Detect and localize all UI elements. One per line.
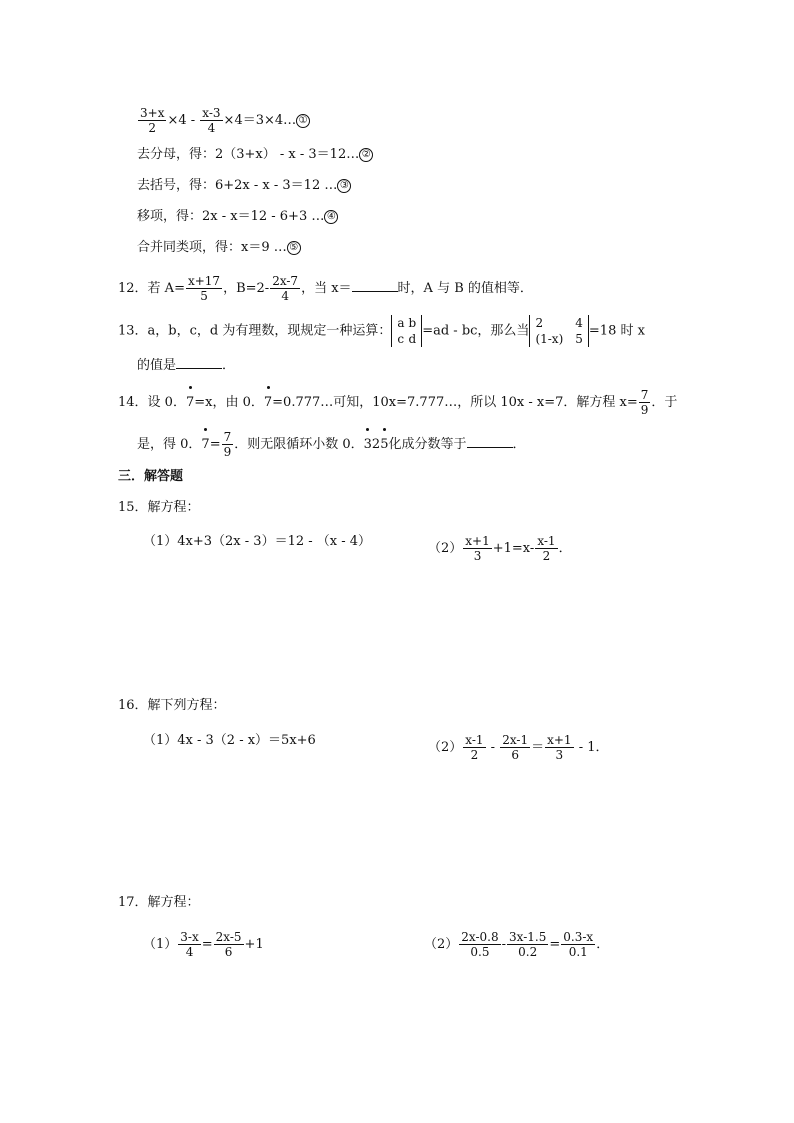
question-14: 14．设 0．7 =x，由 0．7 =0.777…可知，10x=7.777…，所以 10x - x=7．解方程 x= $\frac{7}{9}$ ．于 bbox=[118, 388, 678, 417]
determinant: 2 4 (1-x) 5 bbox=[529, 315, 588, 347]
question-17-title: 17．解方程： bbox=[118, 895, 200, 910]
question-12: 12．若 A= $\frac{x+17}{5}$ ，B=2- $\frac{2x-7}{4}$ ，当 x＝ 时，A 与 B 的值相等． bbox=[118, 274, 533, 303]
step-line-2: 去分母，得：2（3+x） - x - 3＝12… ② bbox=[137, 147, 373, 163]
question-16-part2: （2） $\frac{x-1}{2}$ - $\frac{2x-1}{6}$ ＝ $\frac{x+1}{3}$ - 1． bbox=[428, 733, 609, 762]
section-heading: 三．解答题 bbox=[118, 469, 184, 484]
circled-number: ③ bbox=[337, 179, 351, 193]
step-equation-1: $\frac{3+x}{2}$ ×4 - $\frac{x-3}{4}$ ×4＝3×4… ① bbox=[137, 106, 310, 135]
question-15-part2: （2） $\frac{x+1}{3}$ +1=x- $\frac{x-1}{2}$ ． bbox=[428, 534, 572, 563]
circled-number: ④ bbox=[324, 210, 338, 224]
question-15-part1: （1）4x+3（2x - 3）＝12 - （x - 4） bbox=[143, 534, 372, 549]
fraction: $\frac{x-3}{4}$ bbox=[202, 106, 221, 135]
question-16-part1: （1）4x - 3（2 - x）＝5x+6 bbox=[143, 733, 316, 748]
step-line-3: 去括号，得：6+2x - x - 3＝12 … ③ bbox=[137, 178, 351, 194]
question-17-part1: （1） $\frac{3-x}{4}$ = $\frac{2x-5}{6}$ +1 bbox=[143, 930, 264, 959]
question-13-line2: 的值是 ． bbox=[137, 358, 236, 373]
question-16-title: 16．解下列方程： bbox=[118, 698, 226, 713]
answer-blank bbox=[176, 356, 222, 369]
circled-number: ① bbox=[296, 114, 310, 128]
answer-blank bbox=[467, 435, 513, 448]
step-line-4: 移项，得：2x - x＝12 - 6+3 … ④ bbox=[137, 209, 338, 225]
determinant: a b c d bbox=[391, 315, 422, 347]
question-13: 13．a，b，c，d 为有理数，现规定一种运算： a b c d =ad - bc，那么当 2 4 (1-x) 5 =18 时 x bbox=[118, 316, 645, 346]
question-15-title: 15．解方程： bbox=[118, 500, 200, 515]
circled-number: ⑤ bbox=[287, 241, 301, 255]
question-17-part2: （2） $\frac{2x-0.8}{0.5}$ - $\frac{3x-1.5}{0.2}$ = $\frac{0.3-x}{0.1}$ ． bbox=[424, 930, 610, 959]
circled-number: ② bbox=[359, 148, 373, 162]
fraction: $\frac{3+x}{2}$ bbox=[140, 106, 165, 135]
step-line-5: 合并同类项，得：x＝9 … ⑤ bbox=[137, 240, 301, 256]
question-14-line2: 是，得 0．7 = $\frac{7}{9}$ ．则无限循环小数 0．3 25 化成分数等于 ． bbox=[137, 430, 526, 459]
answer-blank bbox=[352, 279, 398, 292]
